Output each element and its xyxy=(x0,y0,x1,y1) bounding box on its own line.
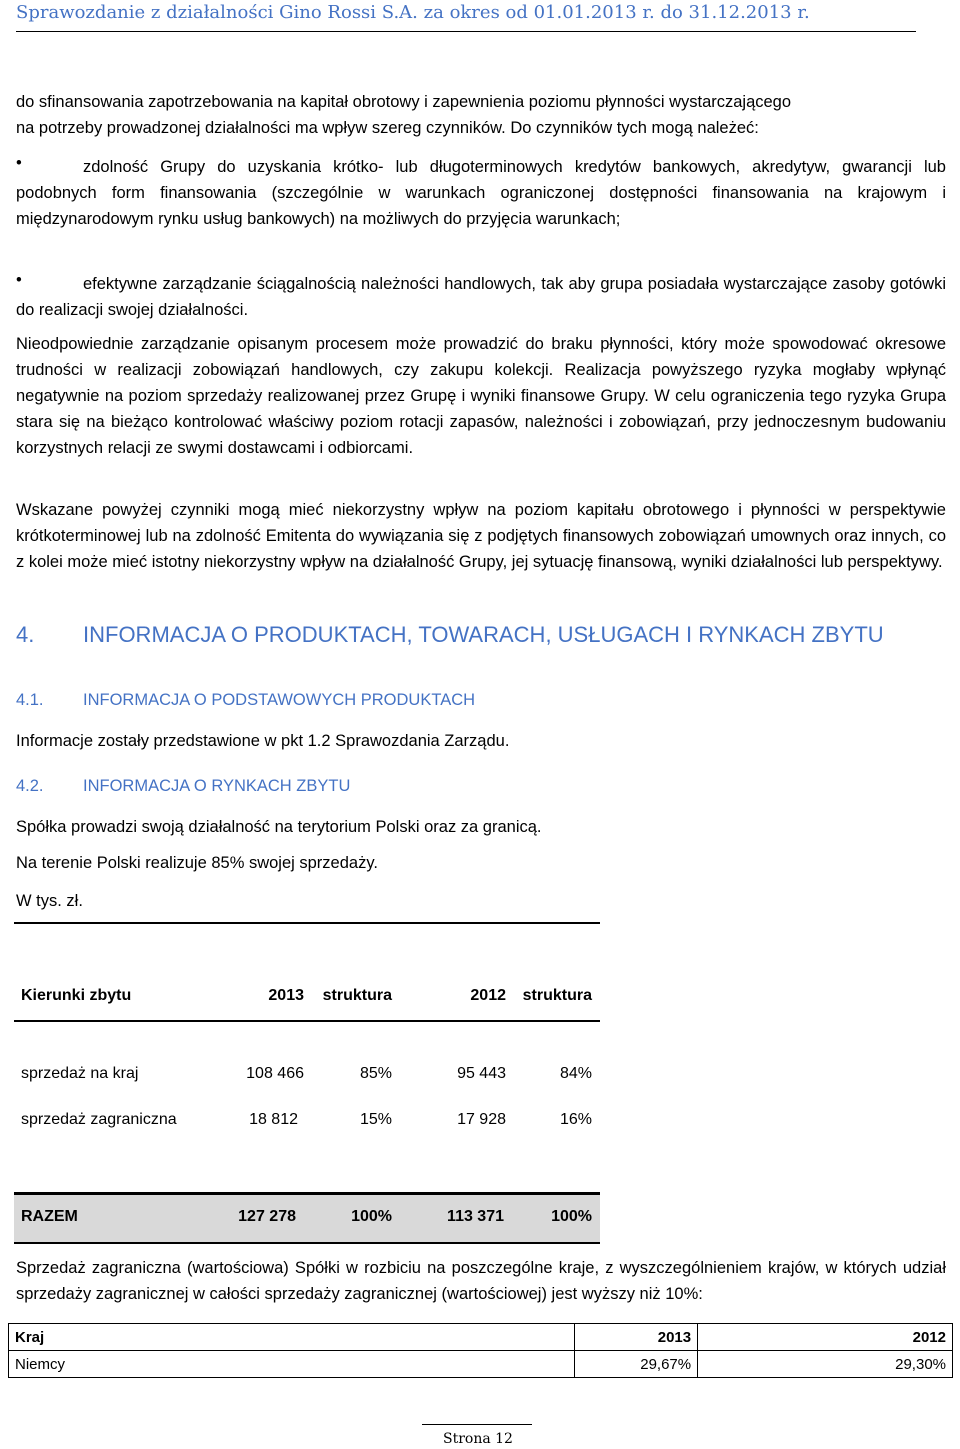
row-structure-2013: 15% xyxy=(359,1111,392,1128)
section-4-title: INFORMACJA O PRODUKTACH, TOWARACH, USŁUGACH I RYNKACH ZBYTU xyxy=(83,622,884,647)
share-2013: 29,67% xyxy=(575,1351,698,1378)
bullet-item-1: zdolność Grupy do uzyskania krótko- lub długoterminowych kredytów bankowych, akredytyw, gwarancji lub podobnych form finansowania (szczególnie w warunkach ograniczonej dostępności finansowania na krajowym i międzynarodowym rynku usług bankowych) na możliwych do przyjęcia warunkach; xyxy=(16,158,946,228)
section-41-title: INFORMACJA O PODSTAWOWYCH PRODUKTACH xyxy=(83,691,476,709)
header-2013: 2013 xyxy=(575,1324,698,1351)
row-value-2012: 17 928 xyxy=(457,1111,506,1128)
section-41-heading xyxy=(16,691,475,710)
header-structure-2012: struktura xyxy=(522,987,592,1004)
row-structure-2012: 16% xyxy=(559,1111,592,1128)
section-42-title: INFORMACJA O RYNKACH ZBYTU xyxy=(83,777,351,795)
header-2013: 2013 xyxy=(268,987,304,1004)
foreign-sales-paragraph: Sprzedaż zagraniczna (wartościowa) Spółki w rozbiciu na poszczególne kraje, z wyszczególnieniem krajów, w których udział sprzedaży zagranicznej w całości sprzedaży zagranicznej (wartościowej) jest wyższy niż 10%: xyxy=(16,1259,946,1303)
intro-line-2: na potrzeby prowadzonej działalności ma wpływ szereg czynników. Do czynników tych mogą należeć: xyxy=(16,119,759,137)
section-4-heading xyxy=(16,622,884,648)
header-bottom-rule xyxy=(14,1020,600,1022)
row-structure-2013: 85% xyxy=(359,1065,392,1082)
row-value-2013: 18 812 xyxy=(249,1111,298,1128)
total-label: RAZEM xyxy=(21,1208,78,1225)
header-structure-2013: struktura xyxy=(322,987,392,1004)
section-41-text: Informacje zostały przedstawione w pkt 1.2 Sprawozdania Zarządu. xyxy=(16,732,510,750)
total-value-2013: 127 278 xyxy=(238,1208,296,1225)
section-42-number: 4.2. xyxy=(16,777,44,795)
bullet-item-2: efektywne zarządzanie ściągalnością należności handlowych, tak aby grupa posiadała wystarczające zasoby gotówki do realizacji swojej działalności. xyxy=(16,275,946,319)
risk-paragraph: Nieodpowiednie zarządzanie opisanym procesem może prowadzić do braku płynności, który może spowodować okresowe trudności w realizacji zobowiązań handlowych, czy zakupu kolekcji. Realizacja powyższego ryzyka mogłaby wpłynąć negatywnie na poziom sprzedaży realizowanej przez Grupę i wyniki finansowe Grupy. W celu ograniczenia tego ryzyka Grupa stara się na bieżąco kontrolować właściwy poziom rotacji zapasów, należności i zobowiązań, przy jednoczesnym budowaniu korzystnych relacji ze swymi dostawcami i odbiorcami. xyxy=(16,335,946,457)
unit-label: W tys. zł. xyxy=(16,892,83,910)
total-value-2012: 113 371 xyxy=(447,1208,504,1225)
total-structure-2012: 100% xyxy=(551,1208,592,1225)
document-header: Sprawozdanie z działalności Gino Rossi S.A. za okres od 01.01.2013 r. do 31.12.2013 r. xyxy=(16,2,916,32)
section-42-heading xyxy=(16,777,350,796)
section-4-number: 4. xyxy=(16,622,35,647)
header-2012: 2012 xyxy=(698,1324,953,1351)
total-structure-2013: 100% xyxy=(351,1208,392,1225)
table-row xyxy=(9,1351,953,1378)
country-table-header xyxy=(9,1324,953,1351)
country-table xyxy=(8,1323,953,1378)
page-number: Strona 12 xyxy=(443,1431,513,1447)
row-structure-2012: 84% xyxy=(559,1065,592,1082)
row-label: sprzedaż na kraj xyxy=(21,1065,139,1082)
intro-line-1: do sfinansowania zapotrzebowania na kapitał obrotowy i zapewnienia poziomu płynności wystarczającego xyxy=(16,93,792,111)
factors-paragraph: Wskazane powyżej czynniki mogą mieć niekorzystny wpływ na poziom kapitału obrotowego i płynności w perspektywie krótkoterminowej lub na zdolność Emitenta do wywiązania się z podjętych finansowych zobowiązań umownych oraz innych, co z kolei może mieć istotny niekorzystny wpływ na działalność Grupy, jej sytuację finansową, wyniki działalności lub perspektywy. xyxy=(16,501,946,571)
bullet-marker-2: • xyxy=(16,271,22,289)
header-2012: 2012 xyxy=(470,987,506,1004)
section-42-text-1: Spółka prowadzi swoją działalność na terytorium Polski oraz za granicą. xyxy=(16,818,542,836)
bullet-marker-1: • xyxy=(16,154,22,172)
header-country: Kraj xyxy=(9,1324,575,1351)
country-name: Niemcy xyxy=(9,1351,575,1378)
share-2012: 29,30% xyxy=(698,1351,953,1378)
row-label: sprzedaż zagraniczna xyxy=(21,1111,177,1128)
footer-rule xyxy=(422,1424,532,1425)
header-direction: Kierunki zbytu xyxy=(21,987,132,1004)
row-value-2013: 108 466 xyxy=(246,1065,304,1082)
row-value-2012: 95 443 xyxy=(457,1065,506,1082)
total-top-rule xyxy=(14,1192,600,1195)
section-42-text-2: Na terenie Polski realizuje 85% swojej sprzedaży. xyxy=(16,854,378,872)
intro-paragraph xyxy=(16,89,946,141)
section-41-number: 4.1. xyxy=(16,691,44,709)
total-bottom-rule xyxy=(14,1242,600,1244)
table-top-rule xyxy=(14,922,600,924)
